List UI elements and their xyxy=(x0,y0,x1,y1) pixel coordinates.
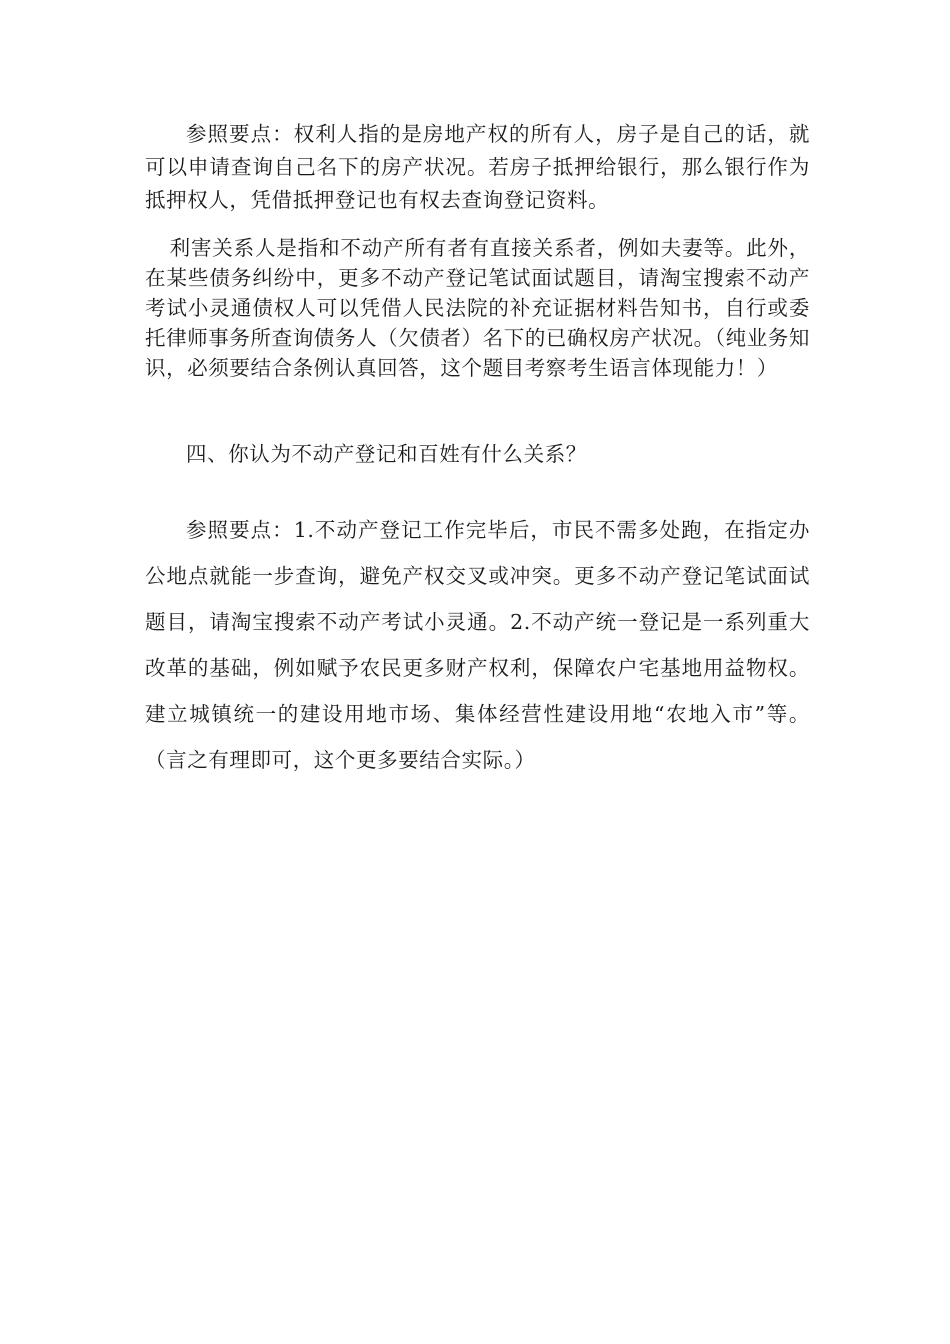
paragraph-interested-party: 利害关系人是指和不动产所有者有直接关系者，例如夫妻等。此外，在某些债务纠纷中，更多不动产登记笔试面试题目，请淘宝搜索不动产考试小灵通债权人可以凭借人民法院的补充证据材料告知书，自行或委托律师事务所查询债务人（欠债者）名下的已确权房产状况。（纯业务知识，必须要结合条例认真回答，这个题目考察考生语言体现能力！） xyxy=(145,236,810,380)
paragraph-answer-four: 参照要点：1.不动产登记工作完毕后，市民不需多处跑，在指定办公地点就能一步查询，避免产权交叉或冲突。更多不动产登记笔试面试题目，请淘宝搜索不动产考试小灵通。2.不动产统一登记是一系列重大改革的基础，例如赋予农民更多财产权利，保障农户宅基地用益物权。建立城镇统一的建设用地市场、集体经营性建设用地“农地入市”等。（言之有理即可，这个更多要结合实际。） xyxy=(145,518,810,772)
question-heading-four: 四、你认为不动产登记和百姓有什么关系？ xyxy=(186,442,587,466)
paragraph-rights-holder: 参照要点：权利人指的是房地产权的所有人，房子是自己的话，就可以申请查询自己名下的房产状况。若房子抵押给银行，那么银行作为抵押权人，凭借抵押登记也有权去查询登记资料。 xyxy=(145,122,810,212)
